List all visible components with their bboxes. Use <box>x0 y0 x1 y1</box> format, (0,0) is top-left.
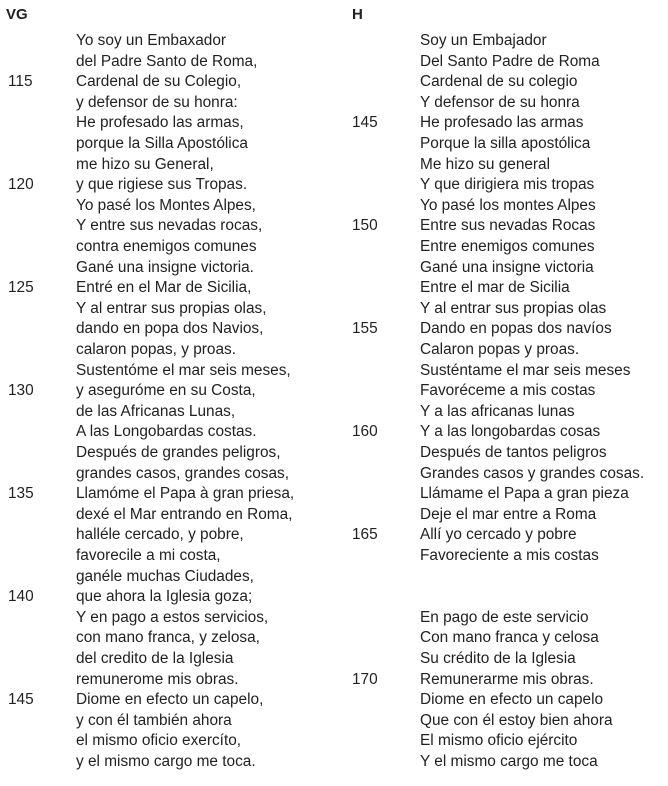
verse-line-h: Me hizo su general <box>420 155 551 173</box>
verse-line-vg: Diome en efecto un capelo, <box>76 691 264 709</box>
verse-line-vg: Y en pago a estos servicios, <box>76 608 269 626</box>
verse-line-h: Dando en popas dos navíos <box>420 320 612 338</box>
verse-line-h: El mismo oficio ejército <box>420 732 578 750</box>
line-number-vg: 135 <box>8 485 34 503</box>
verse-line-h: Y a las africanas lunas <box>420 402 575 420</box>
verse-line-vg: que ahora la Iglesia goza; <box>76 588 253 606</box>
verse-line-h: Allí yo cercado y pobre <box>420 526 577 544</box>
line-number-vg: 130 <box>8 382 34 400</box>
verse-line-h: Que con él estoy bien ahora <box>420 711 613 729</box>
verse-line-h: Favoréceme a mis costas <box>420 382 596 400</box>
verse-line-h: Llámame el Papa a gran pieza <box>420 485 629 503</box>
verse-line-vg: Gané una insigne victoria. <box>76 258 254 276</box>
verse-line-vg: Cardenal de su Colegio, <box>76 73 242 91</box>
verse-line-vg: del Padre Santo de Roma, <box>76 52 258 70</box>
verse-line-h: Después de tantos peligros <box>420 444 607 461</box>
verse-line-vg: He profesado las armas, <box>76 114 244 132</box>
verse-line-h: Porque la silla apostólica <box>420 135 591 152</box>
verse-line-vg: y defensor de su honra: <box>76 93 238 111</box>
verse-line-vg: halléle cercado, y pobre, <box>76 526 244 544</box>
verse-line-vg: Llamóme el Papa à gran priesa, <box>76 485 295 503</box>
verse-line-vg: remunerome mis obras. <box>76 670 239 688</box>
verse-line-vg: y con él también ahora <box>76 711 232 729</box>
verse-line-vg: contra enemigos comunes <box>76 238 257 255</box>
verse-line-vg: dexé el Mar entrando en Roma, <box>76 505 293 523</box>
verse-line-vg: me hizo su General, <box>76 155 214 173</box>
verse-line-h: Cardenal de su colegio <box>420 73 578 91</box>
line-number-vg: 140 <box>8 588 34 606</box>
verse-line-vg: Yo soy un Embaxador <box>76 32 227 49</box>
verse-line-h: Y defensor de su honra <box>420 93 580 111</box>
verse-line-vg: con mano franca, y zelosa, <box>76 629 260 647</box>
line-number-h: 145 <box>352 114 378 132</box>
verse-line-vg: Y entre sus nevadas rocas, <box>76 217 263 235</box>
verse-line-vg: A las Longobardas costas. <box>76 423 257 441</box>
verse-line-vg: y que rigiese sus Tropas. <box>76 176 248 194</box>
verse-line-h: Gané una insigne victoria <box>420 258 594 276</box>
verse-line-h: He profesado las armas <box>420 114 584 132</box>
verse-line-vg: ganéle muchas Ciudades, <box>76 567 254 585</box>
line-number-h: 150 <box>352 217 378 235</box>
verse-line-h: En pago de este servicio <box>420 608 589 626</box>
verse-line-h: Entre enemigos comunes <box>420 238 595 255</box>
verse-line-vg: y aseguróme en su Costa, <box>76 382 256 400</box>
line-number-h: 155 <box>352 320 378 338</box>
line-number-h: 170 <box>352 670 378 688</box>
line-number-vg: 120 <box>8 176 34 194</box>
verse-line-vg: porque la Silla Apostólica <box>76 135 248 152</box>
verse-line-h: Favoreciente a mis costas <box>420 547 599 564</box>
verse-line-vg: el mismo oficio exercíto, <box>76 732 242 750</box>
verse-line-vg: Entré en el Mar de Sicilia, <box>76 279 252 297</box>
column-header-h: H <box>352 6 363 23</box>
verse-line-h: Deje el mar entre a Roma <box>420 505 597 523</box>
verse-line-h: Grandes casos y grandes cosas. <box>420 464 645 482</box>
verse-line-h: Susténtame el mar seis meses <box>420 361 631 379</box>
verse-line-h: Y al entrar sus propias olas <box>420 299 607 317</box>
verse-line-h: Y que dirigiera mis tropas <box>420 176 595 194</box>
verse-line-vg: Sustentóme el mar seis meses, <box>76 361 291 379</box>
verse-line-h: Del Santo Padre de Roma <box>420 52 600 70</box>
verse-line-h: Y a las longobardas cosas <box>420 423 601 441</box>
line-number-h: 165 <box>352 526 378 544</box>
line-number-h: 160 <box>352 423 378 441</box>
line-number-vg: 115 <box>8 73 33 91</box>
verse-line-vg: grandes casos, grandes cosas, <box>76 464 290 482</box>
verse-line-vg: del credito de la Iglesia <box>76 650 234 667</box>
verse-line-h: Diome en efecto un capelo <box>420 691 604 709</box>
verse-line-h: Soy un Embajador <box>420 32 547 49</box>
verse-line-h: Su crédito de la Iglesia <box>420 650 576 667</box>
verse-line-h: Entre el mar de Sicilia <box>420 279 570 297</box>
verse-line-h: Con mano franca y celosa <box>420 629 599 647</box>
verse-line-vg: de las Africanas Lunas, <box>76 402 236 420</box>
verse-line-vg: Y al entrar sus propias olas, <box>76 299 267 317</box>
verse-line-h: Yo pasé los montes Alpes <box>420 196 596 214</box>
verse-line-h: Remunerarme mis obras. <box>420 670 594 688</box>
verse-line-vg: dando en popa dos Navios, <box>76 320 264 338</box>
verse-line-vg: Yo pasé los Montes Alpes, <box>76 196 256 214</box>
verse-line-vg: y el mismo cargo me toca. <box>76 753 256 770</box>
line-number-vg: 145 <box>8 691 34 709</box>
verse-line-h: Y el mismo cargo me toca <box>420 753 598 770</box>
verse-line-vg: calaron popas, y proas. <box>76 341 236 358</box>
column-header-vg: VG <box>6 6 28 23</box>
verse-line-h: Entre sus nevadas Rocas <box>420 217 596 235</box>
verse-line-vg: favorecile a mi costa, <box>76 547 221 564</box>
line-number-vg: 125 <box>8 279 34 297</box>
verse-line-vg: Después de grandes peligros, <box>76 444 281 461</box>
verse-line-h: Calaron popas y proas. <box>420 341 580 358</box>
